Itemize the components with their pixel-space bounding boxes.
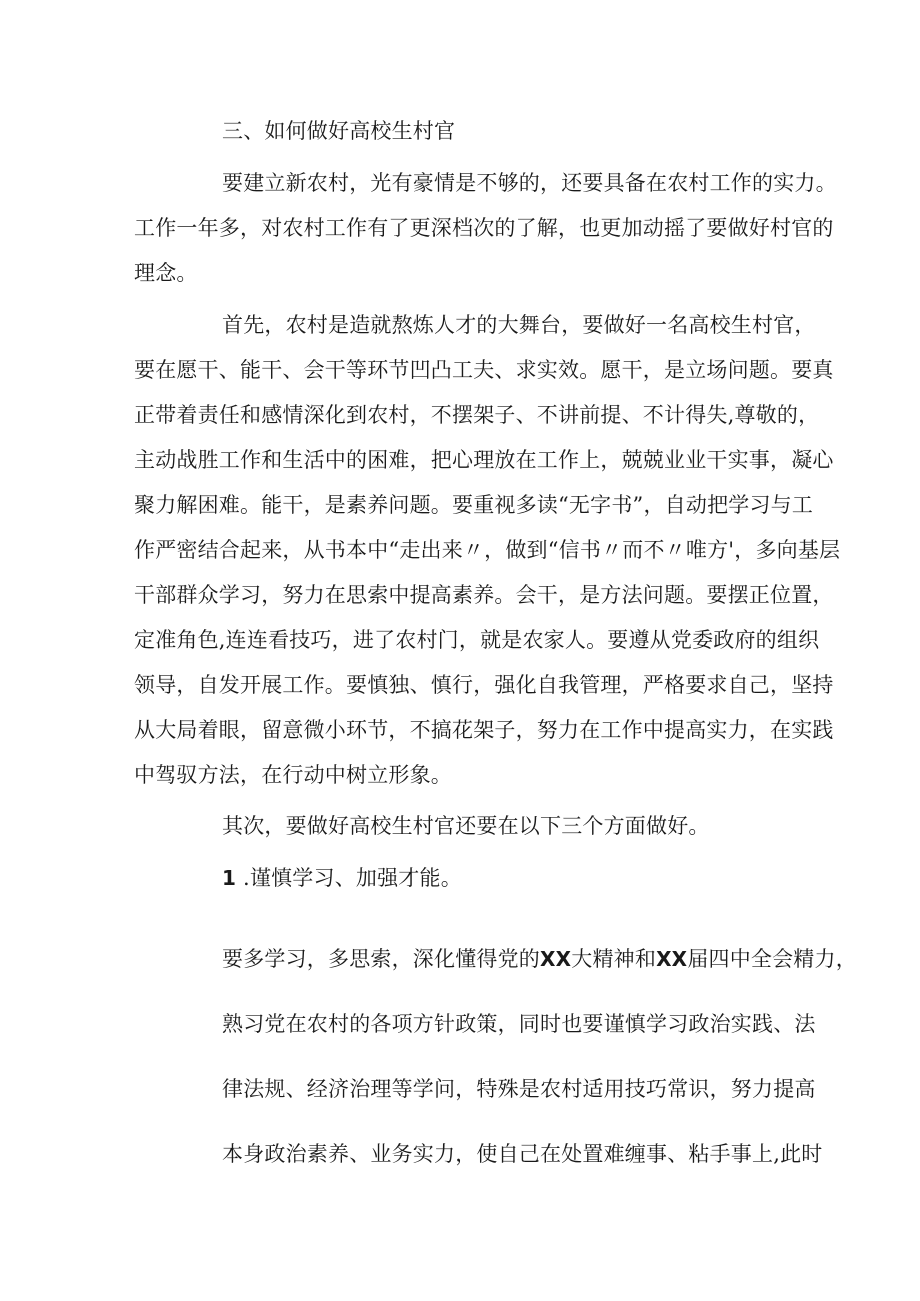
paragraph-line: 中驾驭方法，在行动中树立形象。 <box>134 763 452 787</box>
paragraph-line <box>222 944 857 974</box>
paragraph-line: 正带着责任和感情深化到农村，不摆架子、不讲前提、不计得失,尊敬的， <box>134 403 820 427</box>
section-heading: 三、如何做好高校生村官 <box>222 119 456 143</box>
paragraph-line: 聚力解困难。能干，是素养问题。要重视多读“无字书”，自动把学习与工 <box>134 493 814 517</box>
paragraph-line: 本身政治素养、业务实力，使自己在处置难缠事、粘手事上,此时 <box>222 1142 823 1166</box>
text-run: 要多学习，多思索，深化懂得党的 <box>222 947 540 971</box>
placeholder-xx: XX <box>540 947 572 971</box>
paragraph-line: 要在愿干、能干、会干等环节凹凸工夫、求实效。愿干，是立场问题。要真 <box>134 358 834 382</box>
list-item-number: 1 <box>222 866 237 890</box>
placeholder-xx: XX <box>656 947 688 971</box>
paragraph-line: 作严密结合起来，从书本中“走出来〃，做到“信书〃而不〃唯方'，多向基层 <box>134 538 841 562</box>
text-run: 届四中全会精力， <box>687 947 857 971</box>
paragraph-line: 首先，农村是造就熬炼人才的大舞台，要做好一名高校生村官， <box>222 313 816 337</box>
paragraph-line: 其次，要做好高校生村官还要在以下三个方面做好。 <box>222 814 710 838</box>
paragraph-line: 理念。 <box>134 261 198 285</box>
text-run: 大精神和 <box>571 947 657 971</box>
paragraph-line: 主动战胜工作和生活中的困难，把心理放在工作上，兢兢业业干实事，凝心 <box>134 448 834 472</box>
paragraph-line: 从大局着眼，留意微小环节，不搞花架子，努力在工作中提高实力，在实践 <box>134 718 834 742</box>
list-item-text: .谨慎学习、加强才能。 <box>243 866 462 890</box>
paragraph-line: 定准角色,连连看技巧，进了农村门，就是农家人。要遵从党委政府的组织 <box>134 628 820 652</box>
paragraph-line: 要建立新农村，光有豪情是不够的，还要具备在农村工作的实力。 <box>222 171 837 195</box>
paragraph-line: 干部群众学习，努力在思索中提高素养。会干，是方法问题。要摆正位置， <box>134 583 834 607</box>
paragraph-line: 领导，自发开展工作。要慎独、慎行，强化自我管理，严格要求自己，坚持 <box>134 673 834 697</box>
list-item-1 <box>222 863 462 893</box>
paragraph-line: 工作一年多，对农村工作有了更深档次的了解，也更加动摇了要做好村官的 <box>134 216 834 240</box>
paragraph-line: 熟习党在农村的各项方针政策，同时也要谨慎学习政治实践、法 <box>222 1012 816 1036</box>
paragraph-line: 律法规、经济治理等学问，特殊是农村适用技巧常识，努力提高 <box>222 1077 816 1101</box>
